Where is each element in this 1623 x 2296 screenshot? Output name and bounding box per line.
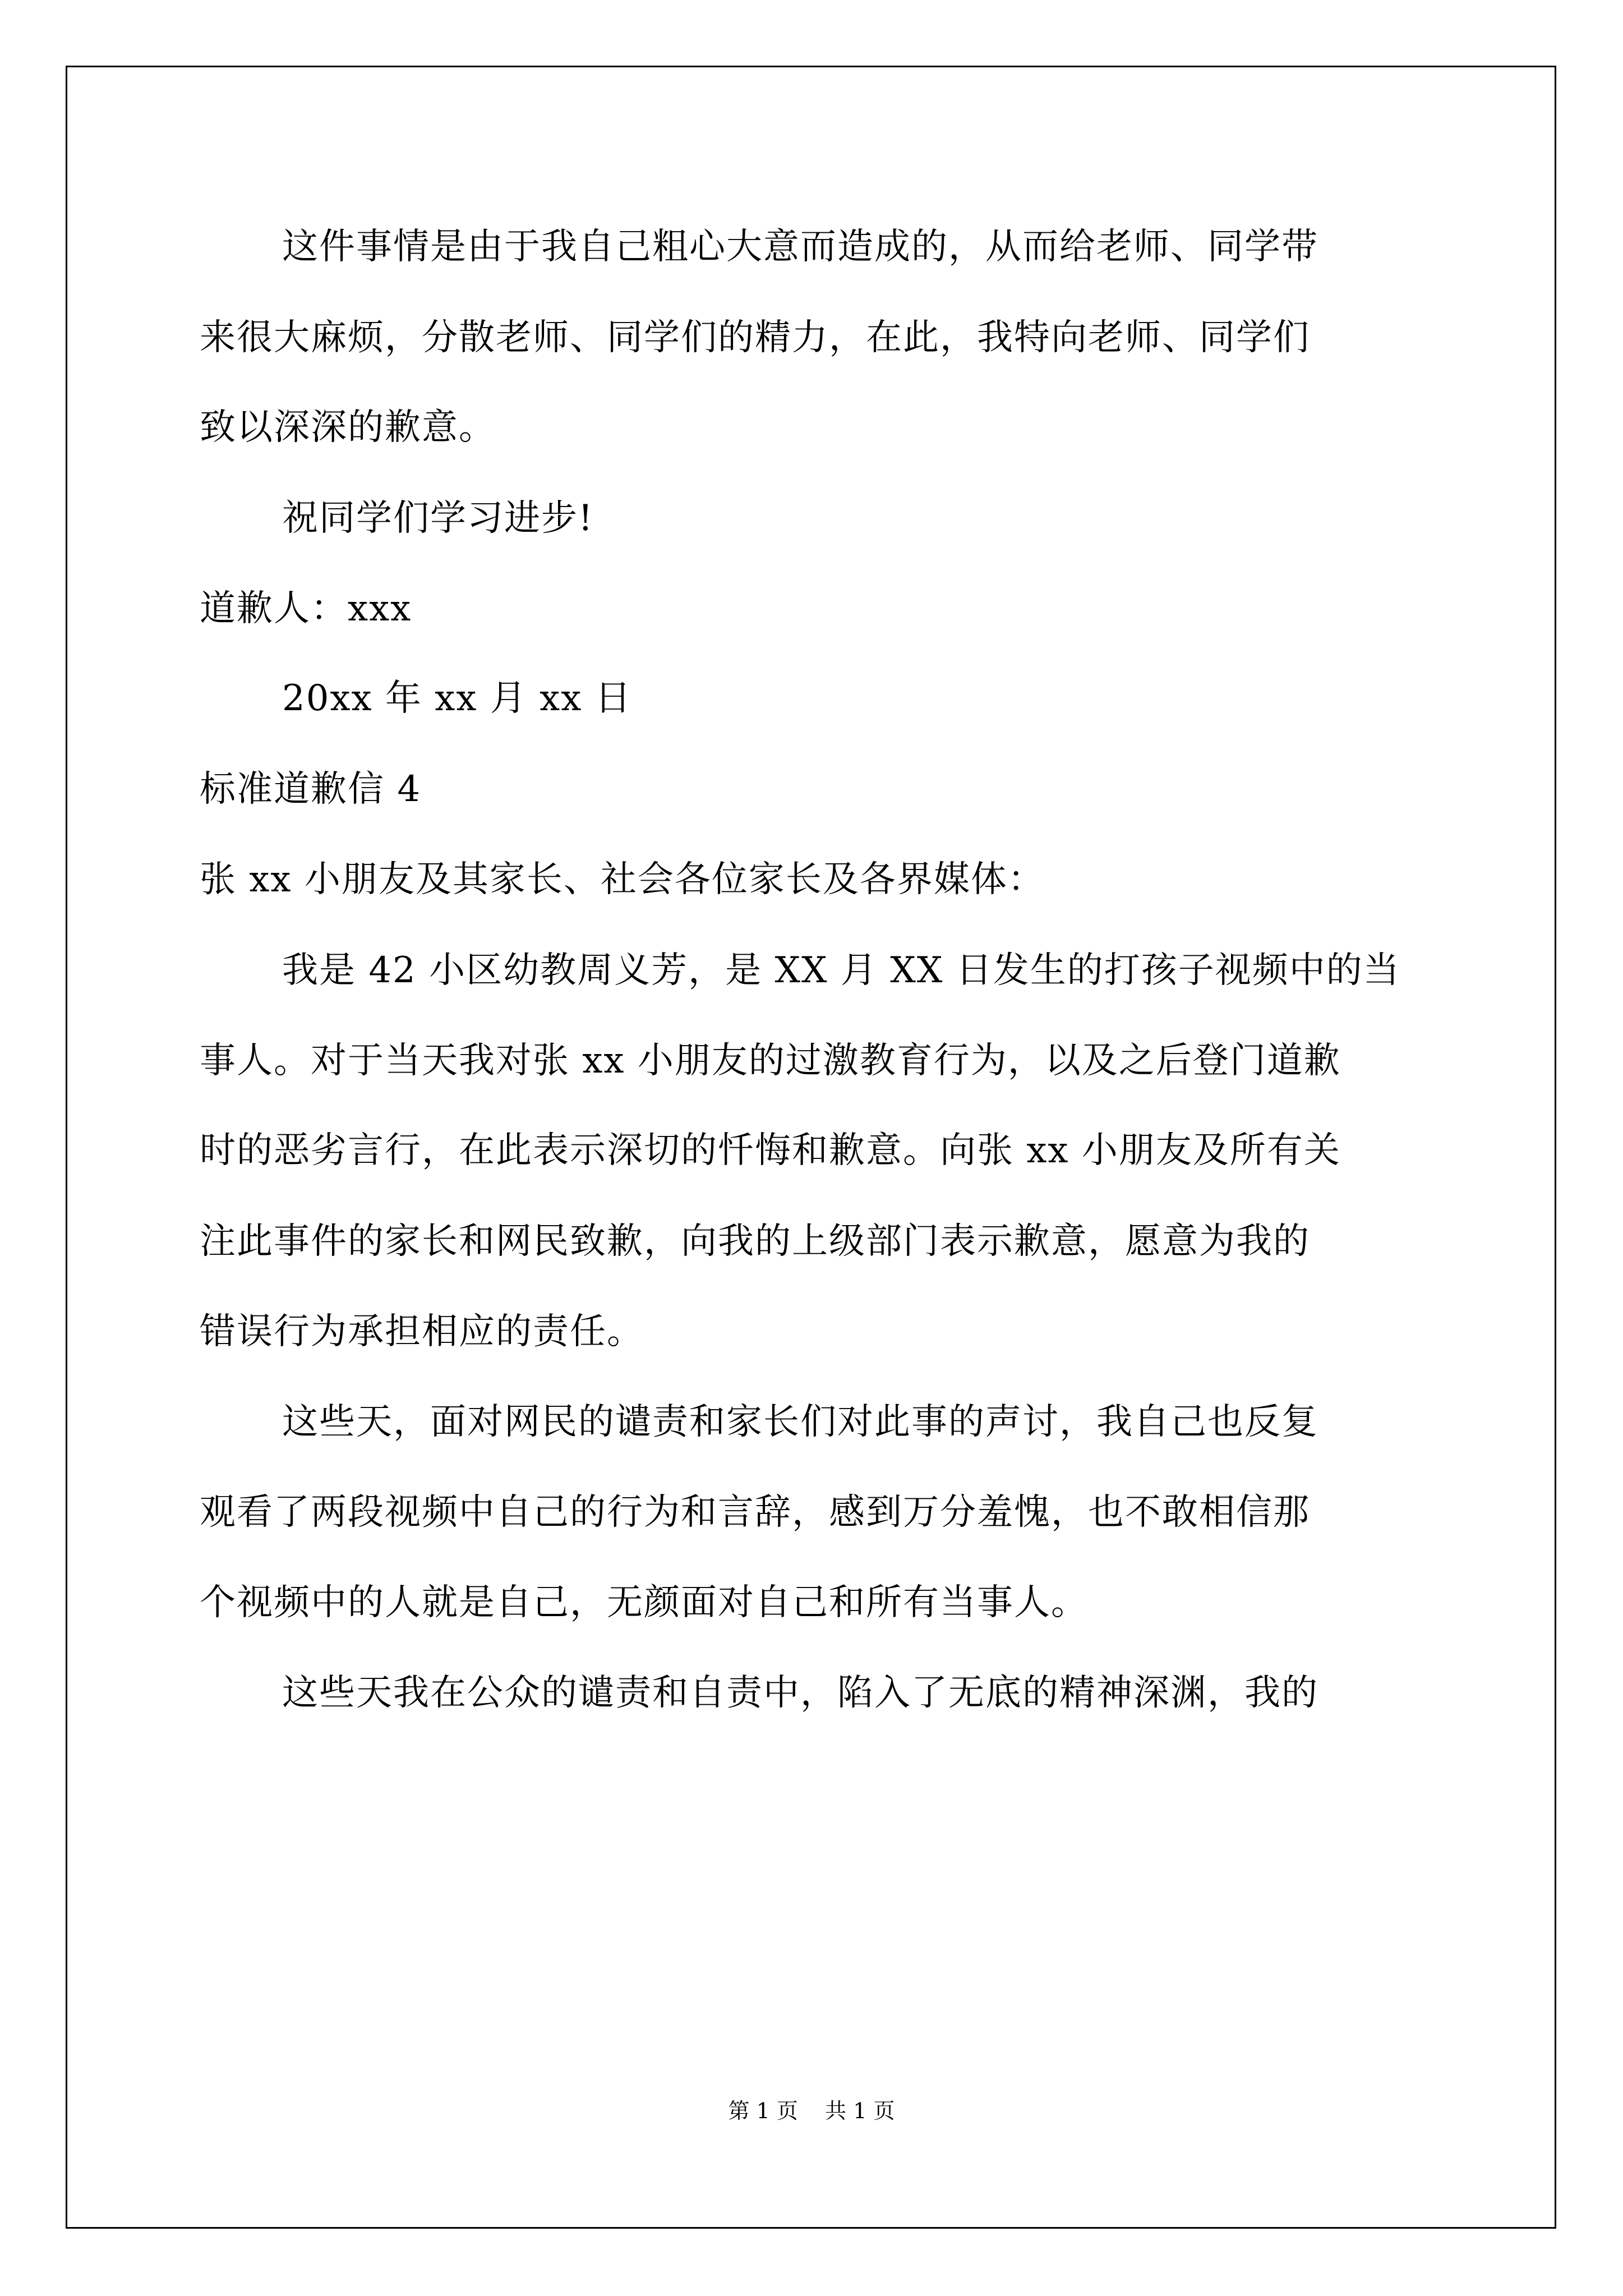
paragraph-line: 这些天，面对网民的谴责和家长们对此事的声讨，我自己也反复 bbox=[282, 1401, 1318, 1443]
paragraph-line: 祝同学们学习进步! bbox=[282, 498, 594, 539]
paragraph-line: 这些天我在公众的谴责和自责中，陷入了无底的精神深渊，我的 bbox=[282, 1672, 1318, 1714]
signature-line: 道歉人：xxx bbox=[200, 588, 412, 629]
section-title: 标准道歉信 4 bbox=[200, 769, 422, 810]
paragraph-line: 观看了两段视频中自己的行为和言辞，感到万分羞愧，也不敢相信那 bbox=[200, 1492, 1310, 1533]
page-footer: 第 1 页 共 1 页 bbox=[728, 2099, 895, 2123]
date-line: 20xx 年 xx 月 xx 日 bbox=[282, 678, 632, 719]
paragraph-line: 事人。对于当天我对张 xx 小朋友的过激教育行为，以及之后登门道歉 bbox=[200, 1040, 1341, 1082]
paragraph-line: 时的恶劣言行，在此表示深切的忏悔和歉意。向张 xx 小朋友及所有关 bbox=[200, 1130, 1341, 1171]
paragraph-line: 注此事件的家长和网民致歉，向我的上级部门表示歉意，愿意为我的 bbox=[200, 1221, 1310, 1262]
paragraph-line: 致以深深的歉意。 bbox=[200, 407, 496, 448]
paragraph-line: 来很大麻烦，分散老师、同学们的精力，在此，我特向老师、同学们 bbox=[200, 317, 1310, 358]
paragraph-line: 我是 42 小区幼教周义芳，是 XX 月 XX 日发生的打孩子视频中的当 bbox=[282, 950, 1400, 991]
salutation-line: 张 xx 小朋友及其家长、社会各位家长及各界媒体： bbox=[200, 859, 1045, 900]
paragraph-line: 这件事情是由于我自己粗心大意而造成的，从而给老师、同学带 bbox=[282, 226, 1318, 268]
paragraph-line: 错误行为承担相应的责任。 bbox=[200, 1311, 644, 1352]
paragraph-line: 个视频中的人就是自己，无颜面对自己和所有当事人。 bbox=[200, 1582, 1088, 1623]
